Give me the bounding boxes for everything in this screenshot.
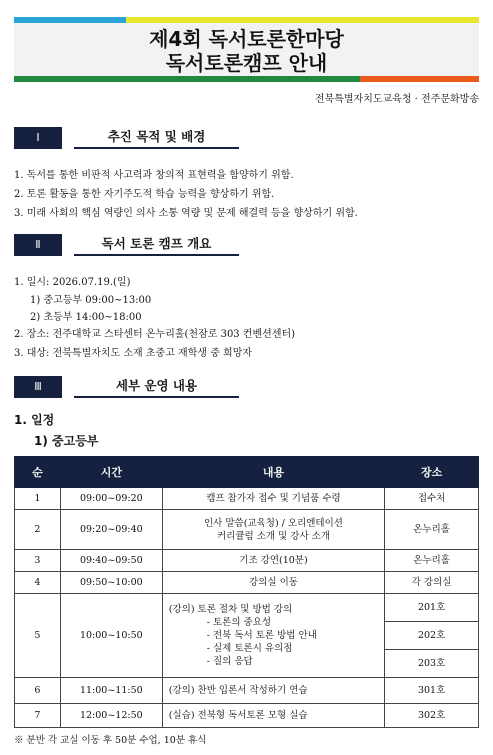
page-title-line2: 독서토론캠프 안내 bbox=[165, 51, 328, 75]
col-header-place: 장소 bbox=[385, 457, 479, 488]
table-row bbox=[15, 704, 479, 728]
section-label: 독서 토론 캠프 개요 bbox=[74, 234, 239, 256]
cell-place: 온누리홀 bbox=[385, 510, 479, 550]
section-number: Ⅱ bbox=[14, 234, 62, 256]
cell-no: 2 bbox=[15, 510, 61, 550]
page-title-line1: 제4회 독서토론한마당 bbox=[149, 27, 344, 51]
title-banner bbox=[14, 23, 479, 76]
cell-place: 201호 bbox=[385, 594, 479, 622]
section-header-details bbox=[14, 376, 244, 398]
schedule-note: ※ 분반 각 교실 이동 후 50분 수업, 10분 휴식 bbox=[14, 735, 207, 746]
bottom-bar-orange bbox=[360, 76, 479, 82]
cell-no: 6 bbox=[15, 678, 61, 704]
cell-time: 09:40~09:50 bbox=[60, 550, 162, 572]
cell-content: (강의) 찬반 입론서 작성하기 연습 bbox=[162, 678, 384, 704]
cell-content: 기조 강연(10분) bbox=[162, 550, 384, 572]
schedule-table bbox=[14, 456, 479, 728]
overview-date: 1. 일시: 2026.07.19.(일) bbox=[14, 277, 131, 288]
section-header-purpose bbox=[14, 127, 244, 149]
purpose-item-2: 2. 토론 활동을 통한 자기주도적 학습 능력을 향상하기 위함. bbox=[14, 189, 275, 200]
cell-content-line: 커리큘럼 소개 및 강사 소개 bbox=[216, 530, 330, 542]
cell-place: 202호 bbox=[385, 622, 479, 650]
table-row bbox=[15, 594, 479, 622]
overview-place: 2. 장소: 전주대학교 스타센터 온누리홀(천잠로 303 컨벤션센터) bbox=[14, 329, 296, 340]
title-bottom-bar bbox=[14, 76, 479, 82]
cell-no: 1 bbox=[15, 488, 61, 510]
cell-content-item: - 토론의 중요성 bbox=[206, 617, 272, 628]
cell-time: 10:00~10:50 bbox=[60, 594, 162, 678]
cell-content-item: - 실제 토론시 유의점 bbox=[206, 643, 293, 654]
cell-place: 302호 bbox=[385, 704, 479, 728]
cell-place: 203호 bbox=[385, 650, 479, 678]
cell-content-head: (강의) 토론 절차 및 방법 강의 bbox=[168, 604, 293, 615]
cell-time: 12:00~12:50 bbox=[60, 704, 162, 728]
cell-content: 강의실 이동 bbox=[162, 572, 384, 594]
col-header-content: 내용 bbox=[162, 457, 384, 488]
purpose-item-1: 1. 독서를 통한 비판적 사고력과 창의적 표현력을 함양하기 위함. bbox=[14, 170, 294, 181]
table-row bbox=[15, 510, 479, 550]
section-label: 추진 목적 및 배경 bbox=[74, 127, 239, 149]
col-header-no: 순 bbox=[15, 457, 61, 488]
section-label: 세부 운영 내용 bbox=[74, 376, 239, 398]
col-header-time: 시간 bbox=[60, 457, 162, 488]
cell-content: (실습) 전북형 독서토론 모형 실습 bbox=[162, 704, 384, 728]
table-row bbox=[15, 678, 479, 704]
section-number: Ⅰ bbox=[14, 127, 62, 149]
cell-time: 11:00~11:50 bbox=[60, 678, 162, 704]
cell-no: 5 bbox=[15, 594, 61, 678]
cell-no: 4 bbox=[15, 572, 61, 594]
cell-content bbox=[162, 594, 384, 678]
cell-place: 온누리홀 bbox=[385, 550, 479, 572]
table-row bbox=[15, 550, 479, 572]
section-number: Ⅲ bbox=[14, 376, 62, 398]
cell-time: 09:00~09:20 bbox=[60, 488, 162, 510]
cell-place: 301호 bbox=[385, 678, 479, 704]
overview-date-elementary: 2) 초등부 14:00~18:00 bbox=[30, 312, 142, 323]
cell-content-item: - 전북 독서 토론 방법 안내 bbox=[206, 630, 317, 641]
cell-time: 09:50~10:00 bbox=[60, 572, 162, 594]
section-header-overview bbox=[14, 234, 244, 256]
schedule-subheading: 1) 중고등부 bbox=[34, 434, 99, 448]
cell-time: 09:20~09:40 bbox=[60, 510, 162, 550]
overview-target: 3. 대상: 전북특별자치도 소재 초중고 재학생 중 희망자 bbox=[14, 348, 253, 359]
table-row bbox=[15, 488, 479, 510]
table-header-row bbox=[15, 457, 479, 488]
cell-content-item: - 질의 응답 bbox=[206, 656, 253, 667]
cell-content: 캠프 참가자 접수 및 기념품 수령 bbox=[162, 488, 384, 510]
cell-place: 접수처 bbox=[385, 488, 479, 510]
overview-date-middle-high: 1) 중고등부 09:00~13:00 bbox=[30, 295, 152, 306]
organizers: 전북특별자치도교육청 · 전주문화방송 bbox=[314, 94, 479, 105]
cell-content bbox=[162, 510, 384, 550]
table-row bbox=[15, 572, 479, 594]
schedule-heading: 1. 일정 bbox=[14, 413, 55, 427]
cell-content-line: 인사 말씀(교육청) / 오리엔테이션 bbox=[203, 517, 343, 529]
cell-place: 각 강의실 bbox=[385, 572, 479, 594]
purpose-item-3: 3. 미래 사회의 핵심 역량인 의사 소통 역량 및 문제 해결력 등을 향상하기 위함. bbox=[14, 208, 358, 219]
cell-no: 3 bbox=[15, 550, 61, 572]
bottom-bar-green bbox=[14, 76, 360, 82]
cell-no: 7 bbox=[15, 704, 61, 728]
